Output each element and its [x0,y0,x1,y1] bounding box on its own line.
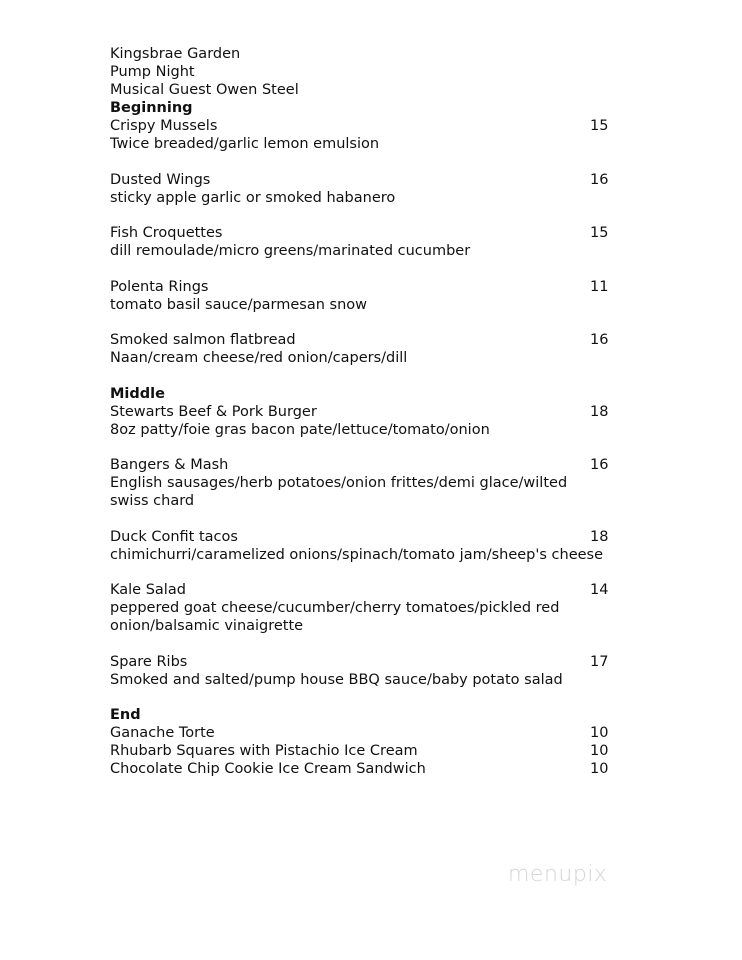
item-description: peppered goat cheese/cucumber/cherry tomatoes/pickled red onion/balsamic vinaigrette [110,600,560,634]
item-price: 10 [590,725,609,741]
menu-item [110,403,610,439]
menu-item [110,331,610,367]
menupix-watermark: menupix [508,862,608,887]
musical-guest: Musical Guest Owen Steel [110,82,299,98]
item-name: Fish Croquettes [110,225,223,241]
item-name: Polenta Rings [110,278,209,295]
section-heading-middle: Middle [110,385,165,402]
item-name: Rhubarb Squares with Pistachio Ice Cream [110,743,418,759]
item-price: 10 [590,761,609,777]
item-description: dill remoulade/micro greens/marinated cucumber [110,243,471,259]
item-description: Smoked and salted/pump house BBQ sauce/baby potato salad [110,671,563,688]
venue-name: Kingsbrae Garden [110,46,241,62]
item-price: 18 [590,403,609,420]
item-price: 15 [590,118,609,134]
item-price: 14 [590,582,609,598]
item-description: 8oz patty/foie gras bacon pate/lettuce/tomato/onion [110,421,490,438]
item-name: Smoked salmon flatbread [110,332,296,348]
section-heading-beginning: Beginning [110,100,193,116]
section-heading-end: End [110,707,141,723]
item-name: Spare Ribs [110,653,188,670]
item-name: Ganache Torte [110,725,215,741]
menu-item [110,724,610,742]
item-name: Dusted Wings [110,171,211,188]
menu-item [110,581,610,635]
item-price: 10 [590,743,609,759]
item-description: chimichurri/caramelized onions/spinach/tomato jam/sheep's cheese [110,546,604,563]
item-name: Bangers & Mash [110,457,229,473]
item-price: 17 [590,653,609,670]
menu-item [110,278,610,314]
event-name: Pump Night [110,64,195,80]
item-description: English sausages/herb potatoes/onion frittes/demi glace/wilted swiss chard [110,475,568,509]
item-price: 15 [590,225,609,241]
item-description: tomato basil sauce/parmesan snow [110,296,368,313]
item-name: Chocolate Chip Cookie Ice Cream Sandwich [110,761,426,777]
menu-item [110,224,610,260]
menu-item [110,653,610,689]
item-price: 16 [590,457,609,473]
menu-item [110,171,610,207]
item-description: Twice breaded/garlic lemon emulsion [110,136,380,152]
item-name: Crispy Mussels [110,118,218,134]
menu-item [110,742,610,760]
item-name: Kale Salad [110,582,186,598]
item-price: 11 [590,278,609,295]
item-name: Duck Confit tacos [110,528,238,545]
item-description: Naan/cream cheese/red onion/capers/dill [110,350,408,366]
item-name: Stewarts Beef & Pork Burger [110,403,317,420]
item-description: sticky apple garlic or smoked habanero [110,189,396,206]
item-price: 18 [590,528,609,545]
menu-item [110,528,610,564]
menu-item [110,456,610,510]
menu-item [110,117,610,153]
menu-page [110,45,610,778]
item-price: 16 [590,332,609,348]
menu-item [110,760,610,778]
item-price: 16 [590,171,609,188]
